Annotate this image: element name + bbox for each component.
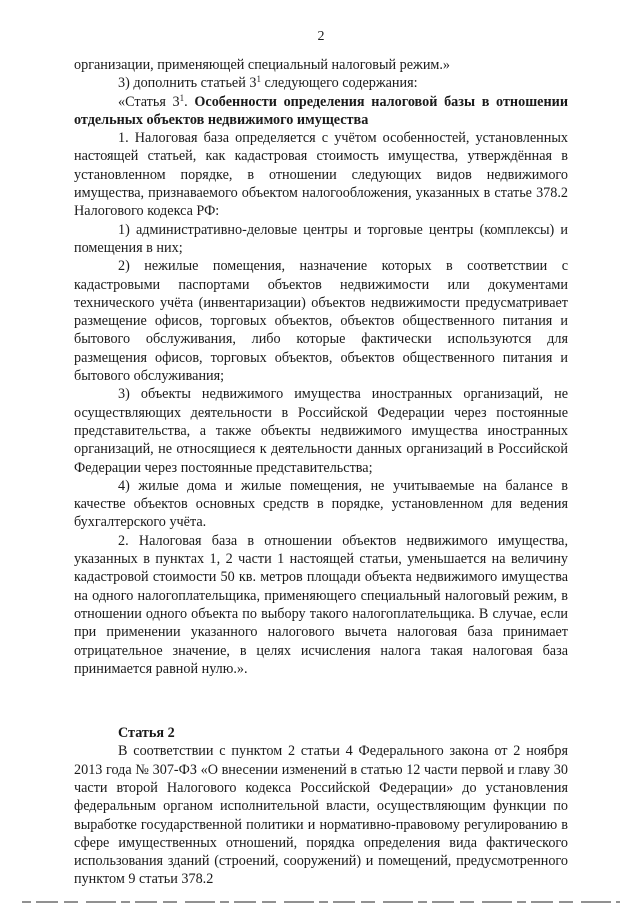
- document-body: [74, 56, 568, 889]
- article-3-1-title: Особенности определения налоговой базы в отношении отдельных объектов недвижимого имущества: [74, 93, 569, 128]
- paragraph-item-1: 1) административно-деловые центры и торговые центры (комплексы) и помещения в них;: [74, 221, 568, 256]
- article-3-1-heading: [74, 93, 568, 130]
- paragraph-continuation: организации, применяющей специальный налоговый режим.»: [74, 57, 451, 73]
- amendment-text: 3) дополнить статьей 3: [118, 75, 257, 92]
- page-number: 2: [317, 29, 325, 44]
- amendment-text-end: следующего содержания:: [260, 75, 418, 92]
- article-3-1-label: «Статья 3: [118, 93, 180, 110]
- superscript: 1: [256, 74, 261, 85]
- article-3-1-dot: .: [184, 93, 188, 110]
- section-spacer: [74, 678, 568, 724]
- paragraph-article-2: В соответствии с пунктом 2 статьи 4 Федерального закона от 2 ноября 2013 года № 307-ФЗ «О внесении изменений в статью 12 части первой и главу 30 части второй Налогового кодекса Российской Федерации» до установления федеральным органом исполнительной власти, осуществляющим функции по выработке государственной политики и нормативно-правовому регулированию в сфере имущественных отношений, порядка определения вида фактического использования зданий (строений, сооружений) и помещений, предусмотренного пунктом 9 статьи 378.2: [74, 743, 568, 888]
- paragraph-part-2: 2. Налоговая база в отношении объектов недвижимого имущества, указанных в пунктах 1, 2 части 1 настоящей статьи, уменьшается на величину кадастровой стоимости 50 кв. метров площади объекта недвижимого имущества на одного налогоплательщика, применяющего специальный налоговый режим, в отношении одного объекта по выбору такого налогоплательщика. В случае, если при применении указанного налогового вычета налоговая база принимает отрицательное значение, в целях исчисления налога такая налоговая база принимается равной нулю.».: [74, 532, 568, 677]
- paragraph-part-1: 1. Налоговая база определяется с учётом особенностей, установленных настоящей статьей, как кадастровая стоимость имущества, утверждённая в установленном порядке, в отношении следующих видов недвижимого имущества, признаваемого объектом налогообложения, указанных в статье 378.2 Налогового кодекса РФ:: [74, 130, 568, 220]
- paragraph-item-3: 3) объекты недвижимого имущества иностранных организаций, не осуществляющих деятельности в Российской Федерации через постоянные представительства, а также объекты недвижимого имущества иностранных организаций, не относящиеся к деятельности данных организаций в Российской Федерации через постоянные представительства;: [74, 386, 568, 476]
- superscript: 1: [179, 92, 185, 103]
- scan-edge-artifact: [0, 897, 640, 905]
- paragraph-item-2: 2) нежилые помещения, назначение которых в соответствии с кадастровыми паспортами объектов недвижимости или документами технического учёта (инвентаризации) объектов недвижимости предусматривает размещение офисов, торговых объектов, объектов общественного питания и бытового обслуживания, либо которые фактически используются для размещения офисов, торговых объектов, объектов общественного питания и бытового обслуживания;: [74, 258, 568, 385]
- paragraph-item-4: 4) жилые дома и жилые помещения, не учитываемые на балансе в качестве объектов основных средств в порядке, установленном для ведения бухгалтерского учёта.: [74, 477, 568, 531]
- article-2-title: Статья 2: [118, 725, 175, 742]
- paragraph-amendment-item-3: [74, 74, 568, 92]
